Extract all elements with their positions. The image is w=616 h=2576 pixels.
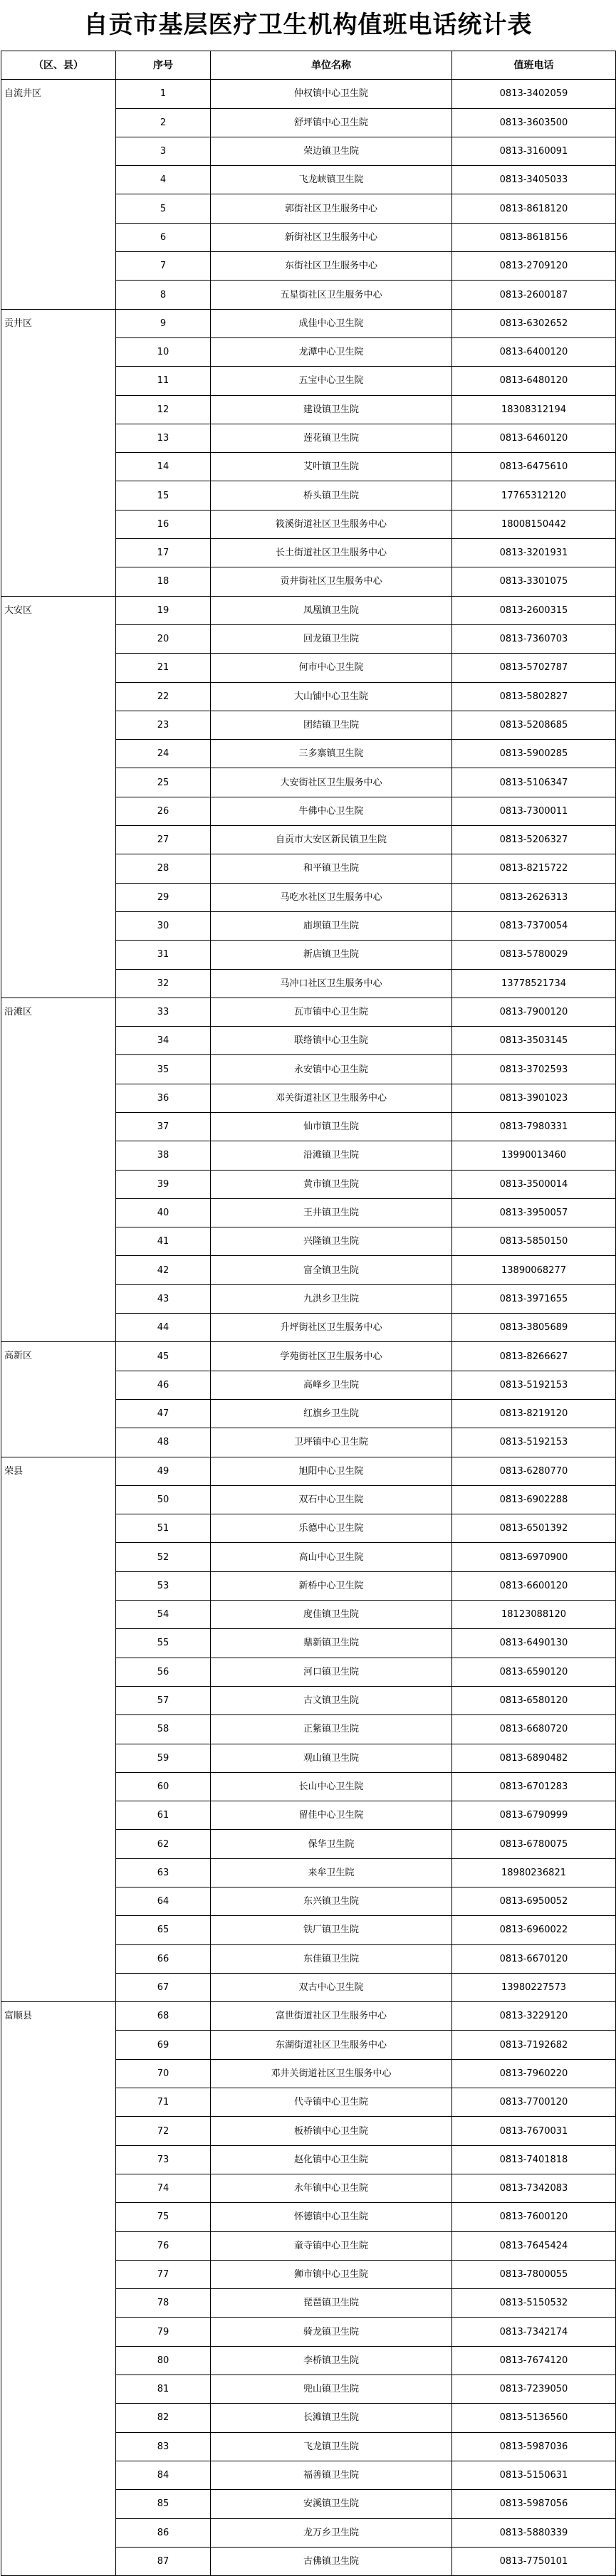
row-number-cell: 82 xyxy=(116,2404,211,2432)
duty-phone-cell: 0813-2600187 xyxy=(452,281,616,309)
row-number-cell: 77 xyxy=(116,2260,211,2288)
unit-name-cell: 龙万乡卫生院 xyxy=(211,2518,452,2547)
duty-phone-cell: 0813-7600120 xyxy=(452,2203,616,2231)
duty-phone-cell: 0813-3805689 xyxy=(452,1314,616,1342)
row-number-cell: 43 xyxy=(116,1284,211,1313)
duty-phone-cell: 0813-6780075 xyxy=(452,1830,616,1858)
row-number-cell: 5 xyxy=(116,194,211,223)
duty-phone-cell: 0813-6790999 xyxy=(452,1801,616,1830)
row-number-cell: 45 xyxy=(116,1342,211,1371)
duty-phone-cell: 0813-8618156 xyxy=(452,223,616,251)
table-row xyxy=(1,596,616,624)
row-number-cell: 64 xyxy=(116,1888,211,1916)
row-number-cell: 39 xyxy=(116,1170,211,1198)
table-row xyxy=(1,309,616,337)
unit-name-cell: 怀德镇中心卫生院 xyxy=(211,2203,452,2231)
row-number-cell: 69 xyxy=(116,2031,211,2059)
unit-name-cell: 鼎新镇卫生院 xyxy=(211,1629,452,1658)
unit-name-cell: 三多寨镇卫生院 xyxy=(211,740,452,768)
unit-name-cell: 大山铺中心卫生院 xyxy=(211,682,452,711)
row-number-cell: 32 xyxy=(116,969,211,998)
row-number-cell: 37 xyxy=(116,1112,211,1141)
unit-name-cell: 升坪街社区卫生服务中心 xyxy=(211,1314,452,1342)
row-number-cell: 22 xyxy=(116,682,211,711)
unit-name-cell: 瓦市镇中心卫生院 xyxy=(211,998,452,1026)
duty-phone-cell: 0813-6460120 xyxy=(452,424,616,452)
row-number-cell: 61 xyxy=(116,1801,211,1830)
unit-name-cell: 高山中心卫生院 xyxy=(211,1543,452,1571)
row-number-cell: 62 xyxy=(116,1830,211,1858)
row-number-cell: 78 xyxy=(116,2289,211,2318)
duty-phone-cell: 0813-7900120 xyxy=(452,998,616,1026)
duty-phone-cell: 17765312120 xyxy=(452,481,616,510)
row-number-cell: 15 xyxy=(116,481,211,510)
table-row xyxy=(1,998,616,1026)
duty-phone-cell: 0813-7645424 xyxy=(452,2231,616,2260)
unit-name-cell: 兜山镇卫生院 xyxy=(211,2375,452,2404)
duty-phone-cell: 0813-5900285 xyxy=(452,740,616,768)
duty-phone-cell: 13890068277 xyxy=(452,1256,616,1284)
unit-name-cell: 建设镇卫生院 xyxy=(211,395,452,424)
unit-name-cell: 龙潭中心卫生院 xyxy=(211,337,452,366)
duty-phone-cell: 0813-6680720 xyxy=(452,1715,616,1744)
row-number-cell: 1 xyxy=(116,80,211,108)
row-number-cell: 28 xyxy=(116,854,211,883)
duty-phone-cell: 0813-7342083 xyxy=(452,2174,616,2202)
duty-phone-cell: 0813-5987056 xyxy=(452,2490,616,2518)
unit-name-cell: 富世街道社区卫生服务中心 xyxy=(211,2002,452,2031)
duty-phone-cell: 0813-6960022 xyxy=(452,1916,616,1944)
header-duty-phone: 值班电话 xyxy=(452,51,616,80)
duty-phone-cell: 0813-6302652 xyxy=(452,309,616,337)
unit-name-cell: 莲花镇卫生院 xyxy=(211,424,452,452)
row-number-cell: 21 xyxy=(116,654,211,682)
row-number-cell: 2 xyxy=(116,108,211,137)
row-number-cell: 7 xyxy=(116,252,211,281)
duty-phone-cell: 0813-2709120 xyxy=(452,252,616,281)
duty-phone-cell: 0813-3229120 xyxy=(452,2002,616,2031)
unit-name-cell: 长滩镇卫生院 xyxy=(211,2404,452,2432)
duty-phone-cell: 0813-8219120 xyxy=(452,1399,616,1428)
unit-name-cell: 王井镇卫生院 xyxy=(211,1198,452,1227)
row-number-cell: 40 xyxy=(116,1198,211,1227)
row-number-cell: 17 xyxy=(116,539,211,567)
duty-phone-cell: 0813-3901023 xyxy=(452,1084,616,1112)
unit-name-cell: 琵琶镇卫生院 xyxy=(211,2289,452,2318)
unit-name-cell: 东兴镇卫生院 xyxy=(211,1888,452,1916)
row-number-cell: 31 xyxy=(116,941,211,969)
duty-phone-cell: 0813-5150532 xyxy=(452,2289,616,2318)
row-number-cell: 24 xyxy=(116,740,211,768)
duty-phone-cell: 0813-7980331 xyxy=(452,1112,616,1141)
unit-name-cell: 新街社区卫生服务中心 xyxy=(211,223,452,251)
duty-phone-cell: 0813-5192153 xyxy=(452,1428,616,1457)
duty-phone-cell: 0813-6670120 xyxy=(452,1944,616,1973)
unit-name-cell: 卫坪镇中心卫生院 xyxy=(211,1428,452,1457)
row-number-cell: 74 xyxy=(116,2174,211,2202)
duty-phone-cell: 0813-5850150 xyxy=(452,1227,616,1256)
duty-phone-cell: 0813-6580120 xyxy=(452,1686,616,1714)
row-number-cell: 85 xyxy=(116,2490,211,2518)
duty-phone-cell: 0813-3971655 xyxy=(452,1284,616,1313)
unit-name-cell: 飞龙镇卫生院 xyxy=(211,2432,452,2461)
duty-phone-cell: 0813-8618120 xyxy=(452,194,616,223)
unit-name-cell: 邓井关街道社区卫生服务中心 xyxy=(211,2059,452,2088)
unit-name-cell: 红旗乡卫生院 xyxy=(211,1399,452,1428)
unit-name-cell: 长山中心卫生院 xyxy=(211,1772,452,1801)
duty-phone-cell: 0813-5780029 xyxy=(452,941,616,969)
header-district: （区、县） xyxy=(1,51,116,80)
unit-name-cell: 骑龙镇卫生院 xyxy=(211,2318,452,2346)
row-number-cell: 29 xyxy=(116,883,211,911)
row-number-cell: 19 xyxy=(116,596,211,624)
duty-phone-cell: 0813-6950052 xyxy=(452,1888,616,1916)
unit-name-cell: 贡井街社区卫生服务中心 xyxy=(211,567,452,596)
unit-name-cell: 福善镇卫生院 xyxy=(211,2461,452,2489)
row-number-cell: 26 xyxy=(116,797,211,825)
duty-phone-cell: 0813-5192153 xyxy=(452,1371,616,1399)
duty-phone-cell: 0813-2626313 xyxy=(452,883,616,911)
row-number-cell: 6 xyxy=(116,223,211,251)
duty-phone-cell: 0813-3301075 xyxy=(452,567,616,596)
duty-phone-cell: 0813-8215722 xyxy=(452,854,616,883)
unit-name-cell: 铁厂镇卫生院 xyxy=(211,1916,452,1944)
unit-name-cell: 牛佛中心卫生院 xyxy=(211,797,452,825)
unit-name-cell: 艾叶镇卫生院 xyxy=(211,453,452,481)
unit-name-cell: 代寺镇中心卫生院 xyxy=(211,2088,452,2117)
row-number-cell: 49 xyxy=(116,1457,211,1485)
duty-phone-cell: 0813-3160091 xyxy=(452,137,616,165)
duty-phone-cell: 0813-5106347 xyxy=(452,768,616,797)
duty-phone-cell: 18123088120 xyxy=(452,1601,616,1629)
unit-name-cell: 永年镇中心卫生院 xyxy=(211,2174,452,2202)
row-number-cell: 13 xyxy=(116,424,211,452)
unit-name-cell: 荣边镇卫生院 xyxy=(211,137,452,165)
row-number-cell: 25 xyxy=(116,768,211,797)
unit-name-cell: 板桥镇中心卫生院 xyxy=(211,2117,452,2145)
duty-phone-cell: 0813-6490130 xyxy=(452,1629,616,1658)
duty-phone-cell: 0813-6902288 xyxy=(452,1485,616,1514)
row-number-cell: 10 xyxy=(116,337,211,366)
row-number-cell: 27 xyxy=(116,826,211,854)
page-title: 自贡市基层医疗卫生机构值班电话统计表 xyxy=(83,11,533,39)
row-number-cell: 59 xyxy=(116,1744,211,1772)
row-number-cell: 57 xyxy=(116,1686,211,1714)
duty-phone-cell: 0813-8266627 xyxy=(452,1342,616,1371)
unit-name-cell: 凤凰镇卫生院 xyxy=(211,596,452,624)
unit-name-cell: 赵化镇中心卫生院 xyxy=(211,2145,452,2174)
unit-name-cell: 旭阳中心卫生院 xyxy=(211,1457,452,1485)
unit-name-cell: 李桥镇卫生院 xyxy=(211,2346,452,2375)
row-number-cell: 44 xyxy=(116,1314,211,1342)
unit-name-cell: 富全镇卫生院 xyxy=(211,1256,452,1284)
unit-name-cell: 东街社区卫生服务中心 xyxy=(211,252,452,281)
unit-name-cell: 筱溪街道社区卫生服务中心 xyxy=(211,510,452,538)
duty-phone-cell: 13990013460 xyxy=(452,1141,616,1170)
row-number-cell: 8 xyxy=(116,281,211,309)
row-number-cell: 3 xyxy=(116,137,211,165)
row-number-cell: 16 xyxy=(116,510,211,538)
duty-phone-cell: 0813-7670031 xyxy=(452,2117,616,2145)
unit-name-cell: 古文镇卫生院 xyxy=(211,1686,452,1714)
unit-name-cell: 正紫镇卫生院 xyxy=(211,1715,452,1744)
row-number-cell: 47 xyxy=(116,1399,211,1428)
duty-phone-cell: 0813-6590120 xyxy=(452,1658,616,1686)
duty-phone-cell: 0813-3201931 xyxy=(452,539,616,567)
row-number-cell: 34 xyxy=(116,1027,211,1055)
duty-phone-cell: 0813-7192682 xyxy=(452,2031,616,2059)
row-number-cell: 81 xyxy=(116,2375,211,2404)
unit-name-cell: 自贡市大安区新民镇卫生院 xyxy=(211,826,452,854)
duty-phone-cell: 0813-7700120 xyxy=(452,2088,616,2117)
table-row xyxy=(1,2002,616,2031)
unit-name-cell: 度佳镇卫生院 xyxy=(211,1601,452,1629)
duty-phone-cell: 0813-7342174 xyxy=(452,2318,616,2346)
row-number-cell: 9 xyxy=(116,309,211,337)
unit-name-cell: 兴隆镇卫生院 xyxy=(211,1227,452,1256)
unit-name-cell: 高峰乡卫生院 xyxy=(211,1371,452,1399)
row-number-cell: 38 xyxy=(116,1141,211,1170)
unit-name-cell: 新桥中心卫生院 xyxy=(211,1571,452,1600)
header-unit-name: 单位名称 xyxy=(211,51,452,80)
unit-name-cell: 马吃水社区卫生服务中心 xyxy=(211,883,452,911)
row-number-cell: 56 xyxy=(116,1658,211,1686)
duty-phone-table xyxy=(1,51,616,2576)
duty-phone-cell: 0813-2600315 xyxy=(452,596,616,624)
duty-phone-cell: 0813-7360703 xyxy=(452,624,616,653)
row-number-cell: 46 xyxy=(116,1371,211,1399)
duty-phone-cell: 0813-7674120 xyxy=(452,2346,616,2375)
row-number-cell: 63 xyxy=(116,1858,211,1887)
duty-phone-cell: 0813-5150631 xyxy=(452,2461,616,2489)
row-number-cell: 79 xyxy=(116,2318,211,2346)
unit-name-cell: 安溪镇卫生院 xyxy=(211,2490,452,2518)
unit-name-cell: 观山镇卫生院 xyxy=(211,1744,452,1772)
row-number-cell: 51 xyxy=(116,1514,211,1543)
duty-phone-cell: 0813-6970900 xyxy=(452,1543,616,1571)
duty-phone-cell: 0813-7239050 xyxy=(452,2375,616,2404)
row-number-cell: 42 xyxy=(116,1256,211,1284)
district-cell: 荣县 xyxy=(1,1457,116,2002)
row-number-cell: 58 xyxy=(116,1715,211,1744)
row-number-cell: 76 xyxy=(116,2231,211,2260)
duty-phone-cell: 0813-5206327 xyxy=(452,826,616,854)
duty-phone-cell: 0813-3503145 xyxy=(452,1027,616,1055)
row-number-cell: 83 xyxy=(116,2432,211,2461)
unit-name-cell: 东湖街道社区卫生服务中心 xyxy=(211,2031,452,2059)
duty-phone-cell: 0813-6280770 xyxy=(452,1457,616,1485)
unit-name-cell: 五星街社区卫生服务中心 xyxy=(211,281,452,309)
unit-name-cell: 成佳中心卫生院 xyxy=(211,309,452,337)
row-number-cell: 50 xyxy=(116,1485,211,1514)
unit-name-cell: 五宝中心卫生院 xyxy=(211,367,452,395)
row-number-cell: 23 xyxy=(116,711,211,739)
duty-phone-cell: 0813-5987036 xyxy=(452,2432,616,2461)
unit-name-cell: 童寺镇中心卫生院 xyxy=(211,2231,452,2260)
row-number-cell: 75 xyxy=(116,2203,211,2231)
row-number-cell: 55 xyxy=(116,1629,211,1658)
row-number-cell: 20 xyxy=(116,624,211,653)
duty-phone-cell: 0813-7300011 xyxy=(452,797,616,825)
row-number-cell: 11 xyxy=(116,367,211,395)
row-number-cell: 54 xyxy=(116,1601,211,1629)
unit-name-cell: 团结镇卫生院 xyxy=(211,711,452,739)
unit-name-cell: 回龙镇卫生院 xyxy=(211,624,452,653)
row-number-cell: 71 xyxy=(116,2088,211,2117)
district-cell: 大安区 xyxy=(1,596,116,998)
table-body xyxy=(1,80,616,2576)
duty-phone-cell: 18308312194 xyxy=(452,395,616,424)
duty-phone-cell: 0813-3402059 xyxy=(452,80,616,108)
duty-phone-cell: 0813-5136560 xyxy=(452,2404,616,2432)
row-number-cell: 86 xyxy=(116,2518,211,2547)
row-number-cell: 67 xyxy=(116,1973,211,2001)
unit-name-cell: 双石中心卫生院 xyxy=(211,1485,452,1514)
row-number-cell: 80 xyxy=(116,2346,211,2375)
unit-name-cell: 和平镇卫生院 xyxy=(211,854,452,883)
row-number-cell: 12 xyxy=(116,395,211,424)
unit-name-cell: 东佳镇卫生院 xyxy=(211,1944,452,1973)
duty-phone-cell: 0813-5702787 xyxy=(452,654,616,682)
duty-phone-cell: 18008150442 xyxy=(452,510,616,538)
row-number-cell: 35 xyxy=(116,1055,211,1084)
unit-name-cell: 何市中心卫生院 xyxy=(211,654,452,682)
duty-phone-cell: 0813-6501392 xyxy=(452,1514,616,1543)
unit-name-cell: 双古中心卫生院 xyxy=(211,1973,452,2001)
row-number-cell: 4 xyxy=(116,166,211,194)
row-number-cell: 14 xyxy=(116,453,211,481)
row-number-cell: 33 xyxy=(116,998,211,1026)
row-number-cell: 36 xyxy=(116,1084,211,1112)
unit-name-cell: 郭街社区卫生服务中心 xyxy=(211,194,452,223)
row-number-cell: 48 xyxy=(116,1428,211,1457)
row-number-cell: 84 xyxy=(116,2461,211,2489)
district-cell: 沿滩区 xyxy=(1,998,116,1342)
district-cell: 自流井区 xyxy=(1,80,116,309)
row-number-cell: 72 xyxy=(116,2117,211,2145)
row-number-cell: 41 xyxy=(116,1227,211,1256)
duty-phone-cell: 0813-7800055 xyxy=(452,2260,616,2288)
duty-phone-cell: 0813-7370054 xyxy=(452,911,616,940)
unit-name-cell: 古佛镇卫生院 xyxy=(211,2547,452,2575)
header-row xyxy=(1,51,616,80)
row-number-cell: 53 xyxy=(116,1571,211,1600)
duty-phone-cell: 0813-7750101 xyxy=(452,2547,616,2575)
row-number-cell: 68 xyxy=(116,2002,211,2031)
duty-phone-cell: 13980227573 xyxy=(452,1973,616,2001)
unit-name-cell: 桥头镇卫生院 xyxy=(211,481,452,510)
row-number-cell: 70 xyxy=(116,2059,211,2088)
row-number-cell: 30 xyxy=(116,911,211,940)
duty-phone-cell: 0813-5880339 xyxy=(452,2518,616,2547)
duty-phone-cell: 0813-6600120 xyxy=(452,1571,616,1600)
unit-name-cell: 沿滩镇卫生院 xyxy=(211,1141,452,1170)
duty-phone-cell: 0813-7401818 xyxy=(452,2145,616,2174)
unit-name-cell: 来牟卫生院 xyxy=(211,1858,452,1887)
duty-phone-cell: 0813-5208685 xyxy=(452,711,616,739)
unit-name-cell: 舒坪镇中心卫生院 xyxy=(211,108,452,137)
unit-name-cell: 九洪乡卫生院 xyxy=(211,1284,452,1313)
district-cell: 贡井区 xyxy=(1,309,116,596)
unit-name-cell: 永安镇中心卫生院 xyxy=(211,1055,452,1084)
duty-phone-cell: 0813-7960220 xyxy=(452,2059,616,2088)
table-row xyxy=(1,80,616,108)
duty-phone-cell: 0813-6400120 xyxy=(452,337,616,366)
duty-phone-cell: 0813-5802827 xyxy=(452,682,616,711)
duty-phone-cell: 0813-3405033 xyxy=(452,166,616,194)
unit-name-cell: 黄市镇卫生院 xyxy=(211,1170,452,1198)
duty-phone-cell: 0813-3950057 xyxy=(452,1198,616,1227)
duty-phone-cell: 0813-6475610 xyxy=(452,453,616,481)
row-number-cell: 65 xyxy=(116,1916,211,1944)
unit-name-cell: 大安街社区卫生服务中心 xyxy=(211,768,452,797)
row-number-cell: 66 xyxy=(116,1944,211,1973)
unit-name-cell: 仙市镇卫生院 xyxy=(211,1112,452,1141)
duty-phone-cell: 0813-6890482 xyxy=(452,1744,616,1772)
unit-name-cell: 飞龙峡镇卫生院 xyxy=(211,166,452,194)
row-number-cell: 18 xyxy=(116,567,211,596)
unit-name-cell: 留佳中心卫生院 xyxy=(211,1801,452,1830)
unit-name-cell: 庙坝镇卫生院 xyxy=(211,911,452,940)
unit-name-cell: 保华卫生院 xyxy=(211,1830,452,1858)
unit-name-cell: 河口镇卫生院 xyxy=(211,1658,452,1686)
unit-name-cell: 长土街道社区卫生服务中心 xyxy=(211,539,452,567)
duty-phone-cell: 0813-6480120 xyxy=(452,367,616,395)
duty-phone-cell: 18980236821 xyxy=(452,1858,616,1887)
duty-phone-cell: 0813-3603500 xyxy=(452,108,616,137)
table-row xyxy=(1,1342,616,1371)
unit-name-cell: 学苑街社区卫生服务中心 xyxy=(211,1342,452,1371)
unit-name-cell: 邓关街道社区卫生服务中心 xyxy=(211,1084,452,1112)
duty-phone-cell: 0813-3702593 xyxy=(452,1055,616,1084)
row-number-cell: 73 xyxy=(116,2145,211,2174)
unit-name-cell: 马冲口社区卫生服务中心 xyxy=(211,969,452,998)
unit-name-cell: 新店镇卫生院 xyxy=(211,941,452,969)
table-row xyxy=(1,1457,616,1485)
duty-phone-cell: 13778521734 xyxy=(452,969,616,998)
unit-name-cell: 乐德中心卫生院 xyxy=(211,1514,452,1543)
duty-phone-cell: 0813-3500014 xyxy=(452,1170,616,1198)
unit-name-cell: 联络镇中心卫生院 xyxy=(211,1027,452,1055)
district-cell: 高新区 xyxy=(1,1342,116,1457)
unit-name-cell: 仲权镇中心卫生院 xyxy=(211,80,452,108)
duty-phone-cell: 0813-6701283 xyxy=(452,1772,616,1801)
unit-name-cell: 狮市镇中心卫生院 xyxy=(211,2260,452,2288)
district-cell: 富顺县 xyxy=(1,2002,116,2576)
row-number-cell: 87 xyxy=(116,2547,211,2575)
header-number: 序号 xyxy=(116,51,211,80)
row-number-cell: 52 xyxy=(116,1543,211,1571)
row-number-cell: 60 xyxy=(116,1772,211,1801)
